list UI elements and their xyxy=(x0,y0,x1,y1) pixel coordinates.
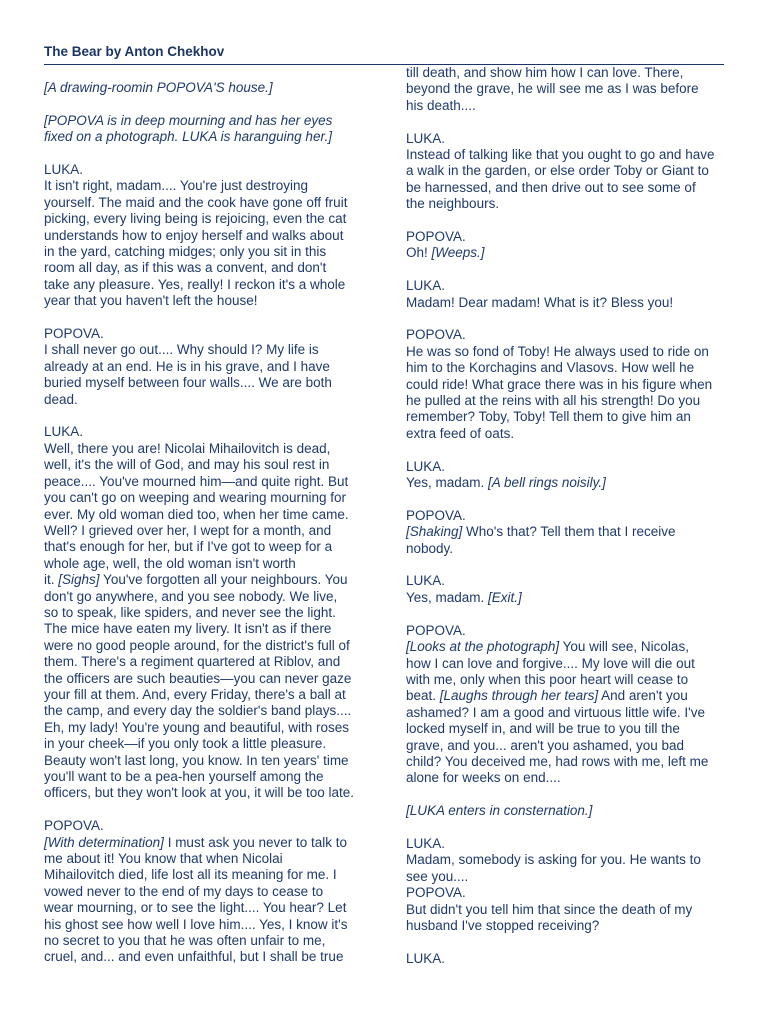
line-text: You will see, Nicolas, xyxy=(559,639,689,655)
speaker-name: POPOVA. xyxy=(406,885,466,901)
line-text: whole age, well, the old woman isn't worth xyxy=(44,555,296,571)
line-text: Madam, somebody is asking for you. He wants to xyxy=(406,852,701,868)
text-line xyxy=(406,803,726,819)
stage-direction: [Sighs] xyxy=(58,572,100,588)
text-line xyxy=(406,344,726,360)
text-line xyxy=(44,392,374,408)
line-text: see you.... xyxy=(406,868,469,884)
line-text: Instead of talking like that you ought to go and have xyxy=(406,147,715,163)
speaker-name: LUKA. xyxy=(406,130,446,146)
left-column xyxy=(44,80,374,982)
stage-direction-block xyxy=(406,65,726,114)
text-line xyxy=(406,475,726,491)
line-text: year that you haven't left the house! xyxy=(44,293,258,309)
speaker-name: POPOVA. xyxy=(406,622,466,638)
line-text: could ride! What grace there was in his figure when xyxy=(406,376,713,392)
stage-direction: [With determination] xyxy=(44,834,164,850)
speaker-name: POPOVA. xyxy=(406,327,466,343)
dialogue-block xyxy=(406,951,726,967)
text-line xyxy=(44,490,374,506)
speaker-name: LUKA. xyxy=(44,424,84,440)
text-line xyxy=(406,852,726,868)
text-line xyxy=(44,195,374,211)
line-text: wear mourning, or to see the light.... You hear? Let xyxy=(44,900,347,916)
text-line xyxy=(44,736,374,752)
text-line xyxy=(44,638,374,654)
line-text: Madam! Dear madam! What is it? Bless you! xyxy=(406,294,674,310)
dialogue-block xyxy=(406,131,726,213)
line-text: you can't go on weeping and wearing mourning for xyxy=(44,490,347,506)
text-line xyxy=(406,918,726,934)
line-text: Yes, madam. xyxy=(406,589,489,605)
stage-direction: [Weeps.] xyxy=(431,245,485,261)
line-text: me about it! You know that when Nicolai xyxy=(44,851,283,867)
line-text: already at an end. He is in his grave, and I have xyxy=(44,358,330,374)
line-text: a walk in the garden, or else order Toby or Giant to xyxy=(406,163,709,179)
line-text: your fill at them. And, every Friday, there's a ball at xyxy=(44,686,346,702)
text-line xyxy=(44,244,374,260)
line-text: Mihailovitch died, life lost all its meaning for me. I xyxy=(44,867,337,883)
line-text: understands how to enjoy herself and walks about xyxy=(44,227,344,243)
text-line xyxy=(406,98,726,114)
text-line xyxy=(406,180,726,196)
text-line xyxy=(44,129,374,145)
dialogue-block xyxy=(406,327,726,442)
line-text: be harnessed, and then drive out to see some of xyxy=(406,179,696,195)
dialogue-block xyxy=(406,459,726,492)
stage-direction: [Shaking] xyxy=(406,524,463,540)
line-text: the officers are such beauties—you can never gaze xyxy=(44,670,352,686)
line-text: so to speak, like spiders, and never see the light. xyxy=(44,604,336,620)
line-text: extra feed of oats. xyxy=(406,425,515,441)
line-text: Eh, my lady! You're young and beautiful, with roses xyxy=(44,719,350,735)
text-line xyxy=(44,539,374,555)
line-text: Yes, madam. xyxy=(406,475,489,491)
text-line xyxy=(406,754,726,770)
text-line xyxy=(44,949,374,965)
text-line xyxy=(44,720,374,736)
text-line xyxy=(44,342,374,358)
stage-direction: fixed on a photograph. LUKA is haranguing her.] xyxy=(44,129,332,145)
line-text: he pulled at the reins with all his strength! Do you xyxy=(406,393,701,409)
text-line xyxy=(406,902,726,918)
speaker-name: LUKA. xyxy=(406,950,446,966)
line-text: officers, but they won't look at you, it will be too late. xyxy=(44,785,354,801)
line-text: room all day, as if this was a convent, and don't xyxy=(44,260,327,276)
line-text: Well? I grieved over her, I wept for a month, and xyxy=(44,522,332,538)
line-text: well, it's the will of God, and may his soul rest in xyxy=(44,457,330,473)
text-line xyxy=(406,377,726,393)
text-line xyxy=(44,785,374,801)
text-line xyxy=(44,211,374,227)
line-text: Who's that? Tell them that I receive xyxy=(462,524,676,540)
text-line xyxy=(406,672,726,688)
line-text: that's enough for her, but if I've got to weep for a xyxy=(44,539,333,555)
text-line xyxy=(44,933,374,949)
line-text: nobody. xyxy=(406,540,454,556)
text-line xyxy=(44,277,374,293)
text-line xyxy=(406,393,726,409)
line-text: peace.... You've mourned him—and quite right. But xyxy=(44,473,349,489)
line-text: I shall never go out.... Why should I? My life is xyxy=(44,342,319,358)
text-line xyxy=(44,556,374,572)
line-text: beat. xyxy=(406,688,440,704)
text-line xyxy=(44,80,374,96)
line-text: husband I've stopped receiving? xyxy=(406,917,600,933)
line-text: you'll want to be a pea-hen yourself among the xyxy=(44,769,324,784)
speaker-name: POPOVA. xyxy=(406,507,466,523)
dialogue-block xyxy=(406,508,726,557)
text-line xyxy=(44,671,374,687)
dialogue-block xyxy=(406,885,726,934)
text-line xyxy=(44,605,374,621)
text-line xyxy=(406,590,726,606)
line-text: You've forgotten all your neighbours. You xyxy=(99,572,348,588)
dialogue-block xyxy=(406,229,726,262)
line-text: in the yard, catching midges; only you sit in this xyxy=(44,244,327,260)
text-line xyxy=(406,163,726,179)
text-line xyxy=(44,474,374,490)
text-line xyxy=(406,639,726,655)
text-line xyxy=(44,621,374,637)
line-text: him to the Korchagins and Vlasovs. How well he xyxy=(406,360,695,376)
stage-direction: [Exit.] xyxy=(488,589,522,605)
stage-direction: [Laughs through her tears] xyxy=(439,688,599,704)
text-line xyxy=(406,360,726,376)
speaker-name: LUKA. xyxy=(406,278,446,294)
line-text: till death, and show him how I can love. There, xyxy=(406,65,684,80)
line-text: Beauty won't last long, you know. In ten years' time xyxy=(44,752,349,768)
dialogue-block xyxy=(44,424,374,801)
text-line xyxy=(406,196,726,212)
text-line xyxy=(44,178,374,194)
line-text: But didn't you tell him that since the death of my xyxy=(406,901,693,917)
line-text: locked myself in, and will be true to you till the xyxy=(406,721,680,737)
stage-direction: [LUKA enters in consternation.] xyxy=(406,803,593,819)
text-line xyxy=(44,228,374,244)
stage-direction: [A bell rings noisily.] xyxy=(488,475,606,491)
line-text: remember? Toby, Toby! Tell them to give him an xyxy=(406,409,691,425)
line-text: yourself. The maid and the cook have gone off fruit xyxy=(44,194,348,210)
text-line xyxy=(406,541,726,557)
dialogue-block xyxy=(406,278,726,311)
line-text: the camp, and every day the soldier's band plays.... xyxy=(44,703,352,719)
line-text: buried myself between four walls.... We are both xyxy=(44,375,332,391)
text-line xyxy=(406,656,726,672)
text-line xyxy=(44,589,374,605)
text-line xyxy=(406,426,726,442)
text-line xyxy=(44,523,374,539)
speaker-name: POPOVA. xyxy=(44,818,104,834)
text-line xyxy=(44,654,374,670)
text-line xyxy=(44,507,374,523)
text-line xyxy=(44,867,374,883)
speaker-name: POPOVA. xyxy=(406,229,466,245)
dialogue-block xyxy=(44,162,374,310)
line-text: the neighbours. xyxy=(406,196,500,212)
line-text: cruel, and... and even unfaithful, but I shall be true xyxy=(44,949,344,965)
line-text: And aren't you xyxy=(598,688,688,704)
text-line xyxy=(406,81,726,97)
dialogue-block xyxy=(406,573,726,606)
text-line xyxy=(44,457,374,473)
speaker-name: LUKA. xyxy=(406,458,446,474)
stage-direction: [A drawing-roomin POPOVA'S house.] xyxy=(44,80,273,95)
text-line xyxy=(44,900,374,916)
text-line xyxy=(406,688,726,704)
stage-direction: [Looks at the photograph] xyxy=(406,639,560,655)
line-text: with me, only when this poor heart will cease to xyxy=(406,671,689,687)
speaker-name: LUKA. xyxy=(406,835,446,851)
line-text: take any pleasure. Yes, really! I reckon it's a whole xyxy=(44,276,346,292)
text-line xyxy=(44,703,374,719)
dialogue-block xyxy=(406,623,726,787)
text-line xyxy=(406,409,726,425)
text-line xyxy=(44,753,374,769)
text-line xyxy=(406,245,726,261)
text-line xyxy=(44,572,374,588)
line-text: it. xyxy=(44,572,59,588)
text-line xyxy=(44,113,374,129)
line-text: ashamed? I am a good and virtuous little wife. I've xyxy=(406,704,705,720)
text-line xyxy=(406,770,726,786)
line-text: It isn't right, madam.... You're just destroying xyxy=(44,178,309,194)
line-text: I must ask you never to talk to xyxy=(163,834,348,850)
line-text: his death.... xyxy=(406,97,476,113)
stage-direction-block xyxy=(44,113,374,146)
text-line xyxy=(44,260,374,276)
text-line xyxy=(44,441,374,457)
dialogue-block xyxy=(44,326,374,408)
line-text: them. There's a regiment quartered at Riblov, and xyxy=(44,654,341,670)
text-line xyxy=(406,705,726,721)
line-text: no secret to you that he was often unfair to me, xyxy=(44,933,326,949)
text-line xyxy=(44,359,374,375)
right-column xyxy=(406,65,726,984)
text-line xyxy=(44,687,374,703)
text-line xyxy=(406,295,726,311)
speaker-name: LUKA. xyxy=(406,573,446,589)
speaker-name: POPOVA. xyxy=(44,326,104,342)
line-text: ever. My old woman died too, when her time came. xyxy=(44,506,349,522)
text-line xyxy=(406,721,726,737)
dialogue-block xyxy=(44,818,374,966)
stage-direction-block xyxy=(44,80,374,96)
line-text: child? You deceived me, had rows with me, left me xyxy=(406,753,709,769)
line-text: how I can love and forgive.... My love will die out xyxy=(406,655,695,671)
line-text: beyond the grave, he will see me as I was before xyxy=(406,81,699,97)
line-text: grave, and you... aren't you ashamed, you bad xyxy=(406,737,685,753)
text-line xyxy=(44,884,374,900)
dialogue-block xyxy=(406,836,726,885)
line-text: were no good people around, for the district's full of xyxy=(44,637,350,653)
text-line xyxy=(406,65,726,81)
page-title: The Bear by Anton Chekhov xyxy=(44,44,225,59)
text-line xyxy=(406,147,726,163)
text-line xyxy=(44,851,374,867)
text-line xyxy=(44,375,374,391)
text-line xyxy=(44,293,374,309)
line-text: don't go anywhere, and you see nobody. We live, xyxy=(44,588,338,604)
line-text: Oh! xyxy=(406,245,432,261)
line-text: vowed never to the end of my days to cease to xyxy=(44,883,324,899)
speaker-name: LUKA. xyxy=(44,162,84,177)
text-line xyxy=(44,835,374,851)
stage-direction: [POPOVA is in deep mourning and has her eyes xyxy=(44,112,333,128)
line-text: his ghost see how well I love him.... Yes, I know it's xyxy=(44,916,348,932)
line-text: Well, there you are! Nicolai Mihailovitch is dead, xyxy=(44,440,331,456)
text-line xyxy=(44,769,374,785)
text-line xyxy=(44,917,374,933)
text-line xyxy=(406,524,726,540)
line-text: dead. xyxy=(44,391,78,407)
line-text: alone for weeks on end.... xyxy=(406,770,561,786)
line-text: in your cheek—if you only took a little pleasure. xyxy=(44,736,327,752)
line-text: He was so fond of Toby! He always used to ride on xyxy=(406,343,709,359)
text-line xyxy=(406,738,726,754)
stage-direction-block xyxy=(406,803,726,819)
text-line xyxy=(406,869,726,885)
line-text: picking, every living being is rejoicing, even the cat xyxy=(44,211,347,227)
line-text: The mice have eaten my livery. It isn't as if there xyxy=(44,621,332,637)
